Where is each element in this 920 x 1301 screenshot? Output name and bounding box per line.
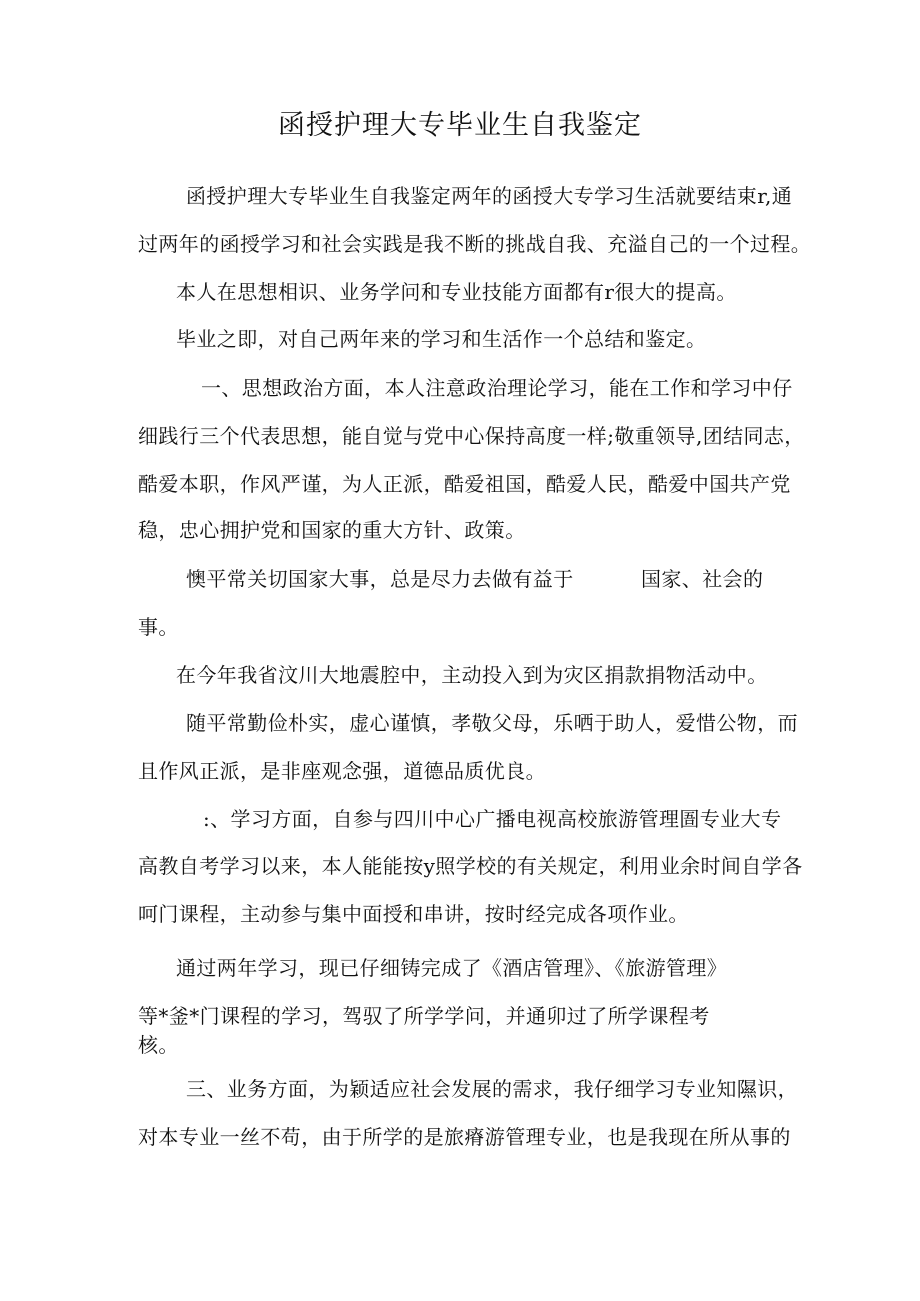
document-title: 函授护理大专毕业生自我鉴定 xyxy=(278,110,642,141)
paragraph-line: 酷爱本职，作风严谨，为人正派，酷爱祖国，酷爱人民，酷爱中国共产党 xyxy=(138,472,791,496)
paragraph-line: 稳，忠心拥护党和国家的重大方针、政策。 xyxy=(138,518,526,542)
paragraph-line: :、学习方面，自参与四川中心广播电视高校旅游管理圄专业大专 xyxy=(203,807,782,831)
paragraph-line: 对本专业一丝不苟，由于所学的是旅瘠游管理专业，也是我现在所从事的 xyxy=(138,1125,791,1149)
paragraph-line: 在今年我省汶川大地震腔中，主动投入到为灾区捐款捐物活动中。 xyxy=(176,663,768,687)
paragraph-line: 随平常勤俭朴实，虚心谨慎，孝敬父母，乐哂于助人，爱惜公物，而 xyxy=(186,711,798,735)
paragraph-line: 一、思想政治方面，本人注意政治理论学习，能在工作和学习中仔 xyxy=(201,376,793,400)
paragraph-line: 呵门课程，主动参与集中面授和串讲，按时经完成各项作业。 xyxy=(138,902,689,926)
paragraph-line: 函授护理大专毕业生自我鉴定两年的函授大专学习生活就要结束r,通 xyxy=(186,184,793,208)
paragraph-line: 核。 xyxy=(138,1033,179,1057)
paragraph-line: 本人在思想相识、业务学问和专业技能方面都有r很大的提高。 xyxy=(176,280,737,304)
paragraph-line: 通过两年学习，现已仔细铸完成了《酒店管理》、《旅游管理》 xyxy=(176,956,728,980)
paragraph-line: 事。 xyxy=(138,615,179,639)
paragraph-line: 国家、社会的 xyxy=(641,567,764,591)
paragraph-line: 三、业务方面，为颖适应社会发展的需求，我仔细学习专业知隰识， xyxy=(186,1077,798,1101)
paragraph-line: 等*釜*门课程的学习，驾驭了所学学问，并通卯过了所学课程考 xyxy=(138,1004,710,1028)
paragraph-line: 过两年的函授学习和社会实践是我不断的挑战自我、充溢自己的一个过程。 xyxy=(138,232,812,256)
paragraph-line: 细践行三个代表思想，能自觉与党中心保持高度一样;敬重领导,团结同志， xyxy=(138,424,805,448)
paragraph-line: 懊平常关切国家大事，总是尽力去做有益于 xyxy=(186,567,574,591)
paragraph-line: 毕业之即，对自己两年来的学习和生活作一个总结和鉴定。 xyxy=(176,327,707,351)
paragraph-line: 且作风正派，是非座观念强，道德品质优良。 xyxy=(138,759,546,783)
paragraph-line: 高教自考学习以来，本人能能按y照学校的有关规定，利用业余时间自学各 xyxy=(138,854,803,878)
